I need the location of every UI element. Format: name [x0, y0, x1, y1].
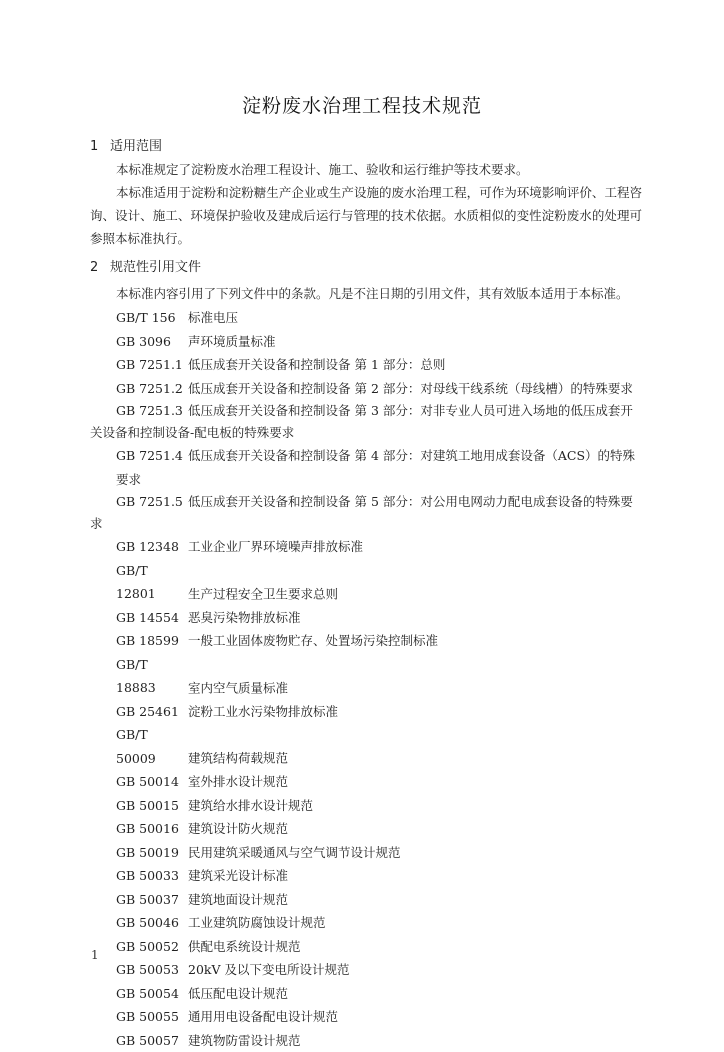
page-number: 1	[91, 948, 99, 962]
reference-item: GB 7251.2 低压成套开关设备和控制设备 第 2 部分：对母线干线系统（母线槽）的特殊要求	[90, 377, 642, 401]
section-2-title: 规范性引用文件	[110, 260, 201, 275]
reference-item: GB 50052 供配电系统设计规范	[90, 935, 642, 959]
reference-item: GB 50015 建筑给水排水设计规范	[90, 794, 642, 818]
reference-item: GB 3096 声环境质量标准	[90, 330, 642, 354]
reference-item: GB 7251.4 低压成套开关设备和控制设备 第 4 部分：对建筑工地用成套设备（ACS）的特殊要求	[90, 444, 642, 491]
section-1-title: 适用范围	[110, 139, 162, 154]
section-1-number: 1	[90, 139, 110, 154]
section-1-paragraph-2: 本标准适用于淀粉和淀粉糖生产企业或生产设施的废水治理工程，可作为环境影响评价、工程咨询、设计、施工、环境保护验收及建成后运行与管理的技术依据。水质相似的变性淀粉废水的处理可参照本标准执行。	[90, 181, 642, 250]
reference-list	[90, 306, 642, 1052]
reference-item: GB 50054 低压配电设计规范	[90, 982, 642, 1006]
reference-item: GB 50014 室外排水设计规范	[90, 770, 642, 794]
reference-item: GB/T 156 标准电压	[90, 306, 642, 330]
reference-item: GB 50033 建筑采光设计标准	[90, 864, 642, 888]
reference-item: GB 50055 通用用电设备配电设计规范	[90, 1005, 642, 1029]
document-title: 淀粉废水治理工程技术规范	[0, 91, 724, 118]
reference-item: GB 50037 建筑地面设计规范	[90, 888, 642, 912]
reference-item: GB 50016 建筑设计防火规范	[90, 817, 642, 841]
reference-item: GB/T 12801 生产过程安全卫生要求总则	[90, 559, 642, 606]
reference-item: GB 7251.3 低压成套开关设备和控制设备 第 3 部分：对非专业人员可进入场地的低压成套开关设备和控制设备-配电板的特殊要求	[90, 400, 642, 444]
reference-item: GB 12348 工业企业厂界环境噪声排放标准	[90, 535, 642, 559]
reference-item: GB 50019 民用建筑采暖通风与空气调节设计规范	[90, 841, 642, 865]
reference-item: GB/T 18883 室内空气质量标准	[90, 653, 642, 700]
section-2-heading	[90, 256, 201, 275]
reference-item: GB 50046 工业建筑防腐蚀设计规范	[90, 911, 642, 935]
section-2-intro: 本标准内容引用了下列文件中的条款。凡是不注日期的引用文件，其有效版本适用于本标准。	[90, 282, 642, 305]
reference-item: GB 18599 一般工业固体废物贮存、处置场污染控制标准	[90, 629, 642, 653]
reference-item: GB 50057 建筑物防雷设计规范	[90, 1029, 642, 1052]
reference-item: GB 25461 淀粉工业水污染物排放标准	[90, 700, 642, 724]
reference-item: GB 7251.1 低压成套开关设备和控制设备 第 1 部分：总则	[90, 353, 642, 377]
section-1-heading	[90, 135, 162, 154]
section-1-paragraph-1: 本标准规定了淀粉废水治理工程设计、施工、验收和运行维护等技术要求。	[90, 158, 642, 181]
reference-item: GB 14554 恶臭污染物排放标准	[90, 606, 642, 630]
reference-item: GB 7251.5 低压成套开关设备和控制设备 第 5 部分：对公用电网动力配电成套设备的特殊要求	[90, 491, 642, 535]
reference-item: GB/T 50009 建筑结构荷载规范	[90, 723, 642, 770]
reference-item: GB 50053 20kV 及以下变电所设计规范	[90, 958, 642, 982]
section-2-number: 2	[90, 260, 110, 275]
